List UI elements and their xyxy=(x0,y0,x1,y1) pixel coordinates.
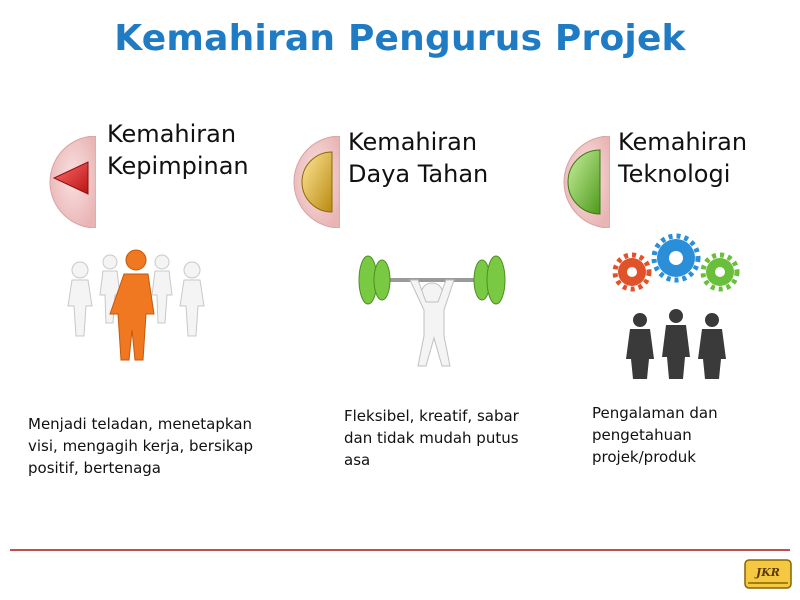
skill-description xyxy=(592,402,718,468)
green-half-circle-icon xyxy=(554,136,610,228)
description-line: pengetahuan xyxy=(592,426,692,444)
skill-heading-line1: Kemahiran xyxy=(348,128,478,156)
footer-divider xyxy=(10,549,790,551)
skill-heading-line1: Kemahiran xyxy=(107,120,237,148)
description-line: projek/produk xyxy=(592,448,696,466)
leader-figures-illustration xyxy=(52,248,220,374)
description-line: Fleksibel, kreatif, sabar xyxy=(344,407,519,425)
description-line: Menjadi teladan, menetapkan xyxy=(28,415,253,433)
description-line: Pengalaman dan xyxy=(592,404,718,422)
skill-heading-line2: Daya Tahan xyxy=(348,160,489,188)
skill-description xyxy=(344,405,519,471)
logo-text: JKR xyxy=(756,566,780,579)
gears-team-illustration xyxy=(606,232,748,382)
slide-title: Kemahiran Pengurus Projek xyxy=(114,18,686,59)
weightlifter-illustration xyxy=(352,250,512,370)
skill-heading-line2: Kepimpinan xyxy=(107,152,249,180)
jkr-logo xyxy=(744,559,792,589)
description-line: asa xyxy=(344,451,371,469)
description-line: visi, mengagih kerja, bersikap xyxy=(28,437,254,455)
skill-heading xyxy=(618,126,747,190)
description-line: positif, bertenaga xyxy=(28,459,161,477)
skill-heading xyxy=(107,118,249,182)
skill-heading-line1: Kemahiran xyxy=(618,128,748,156)
gold-half-circle-icon xyxy=(284,136,340,228)
red-triangle-icon xyxy=(38,136,96,228)
skill-heading-line2: Teknologi xyxy=(618,160,731,188)
skill-heading xyxy=(348,126,488,190)
skill-description xyxy=(28,413,253,479)
description-line: dan tidak mudah putus xyxy=(344,429,519,447)
